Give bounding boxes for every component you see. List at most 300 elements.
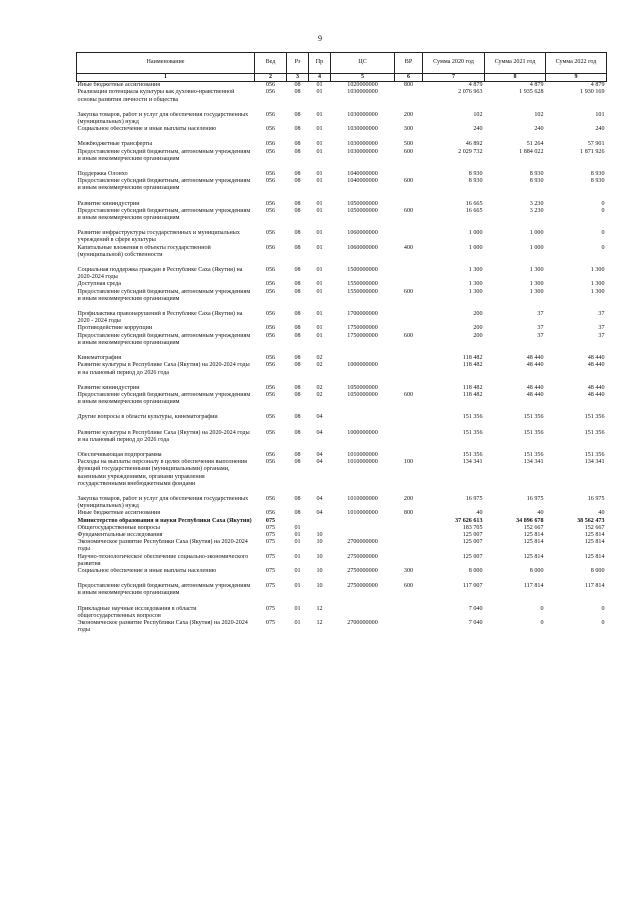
row-pr: 01 — [316, 311, 323, 318]
row-sum-2020: 2 076 963 — [458, 89, 483, 96]
table-row — [77, 230, 607, 244]
row-cs: 1010000000 — [347, 451, 378, 458]
row-name: Общегосударственные вопросы — [77, 524, 161, 531]
page-number: 9 — [318, 34, 322, 43]
row-sum-2022: 1 930 169 — [580, 89, 605, 96]
row-sum-2020: 8 000 — [468, 567, 483, 574]
row-ved: 075 — [265, 583, 276, 590]
table-row — [77, 325, 607, 332]
row-sum-2022: 125 814 — [584, 539, 605, 546]
row-name: Развитие культуры в Республике Саха (Якутия) на 2020-2024 годы и на плановый период до 2026 года — [77, 429, 250, 443]
row-cs: 1040000000 — [347, 178, 378, 185]
row-sum-2021: 48 440 — [526, 355, 544, 362]
table-row — [77, 554, 607, 568]
row-sum-2020: 1 300 — [468, 281, 483, 288]
row-ved: 056 — [265, 332, 276, 339]
spacer-cell — [77, 377, 607, 385]
row-cs: 1030000000 — [347, 148, 378, 155]
spacer-cell — [77, 488, 607, 496]
row-cs: 2750000000 — [347, 553, 378, 560]
row-rz: 08 — [294, 459, 301, 466]
row-sum-2021: 0 — [540, 605, 544, 612]
row-sum-2022: 37 — [598, 311, 605, 318]
row-sum-2022: 117 814 — [584, 583, 605, 590]
row-name: Иные бюджетные ассигнования — [77, 82, 161, 89]
table-row — [77, 385, 607, 392]
table-row — [77, 362, 607, 376]
row-cs: 1050000000 — [347, 207, 378, 214]
row-sum-2022: 151 356 — [584, 429, 605, 436]
row-sum-2020: 2 029 732 — [458, 148, 483, 155]
row-sum-2022: 37 — [598, 332, 605, 339]
row-pr: 01 — [316, 230, 323, 237]
row-pr: 01 — [316, 332, 323, 339]
row-rz: 08 — [294, 311, 301, 318]
row-sum-2020: 7 040 — [468, 605, 483, 612]
table-row — [77, 208, 607, 222]
row-rz: 08 — [294, 207, 301, 214]
spacer-cell — [77, 406, 607, 414]
table-row — [77, 311, 607, 325]
row-ved: 075 — [265, 517, 276, 524]
row-sum-2021: 51 264 — [526, 141, 544, 148]
row-name: Социальное обеспечение и иные выплаты населению — [77, 567, 217, 574]
row-ved: 075 — [265, 605, 276, 612]
row-name: Реализация потенциала культуры как духовно-нравственной основы развития личности и общества — [77, 89, 235, 103]
row-rz: 01 — [294, 531, 301, 538]
row-ved: 056 — [265, 281, 276, 288]
row-cs: 1060000000 — [347, 244, 378, 251]
row-vr: 500 — [403, 141, 414, 148]
row-ved: 075 — [265, 553, 276, 560]
row-spacer — [77, 488, 607, 496]
row-ved: 056 — [265, 459, 276, 466]
row-ved: 056 — [265, 355, 276, 362]
row-cs: 1020000000 — [347, 82, 378, 89]
row-ved: 056 — [265, 288, 276, 295]
row-ved: 056 — [265, 495, 276, 502]
row-vr — [395, 525, 423, 532]
row-ved: 056 — [265, 111, 276, 118]
table-row — [77, 518, 607, 525]
row-spacer — [77, 259, 607, 267]
row-sum-2021: 0 — [540, 619, 544, 626]
row-rz: 08 — [294, 141, 301, 148]
row-cs — [331, 355, 395, 362]
row-name: Поддержка Олонхо — [77, 171, 128, 178]
row-sum-2021: 102 — [534, 111, 544, 118]
row-sum-2021: 4 879 — [529, 82, 544, 89]
spacer-cell — [77, 598, 607, 606]
row-cs: 1550000000 — [347, 281, 378, 288]
row-pr: 02 — [316, 355, 323, 362]
row-pr: 01 — [316, 244, 323, 251]
row-ved: 075 — [265, 539, 276, 546]
row-ved: 075 — [265, 567, 276, 574]
row-name: Капитальные вложения в объекты государственной (муниципальной) собственности — [77, 244, 211, 258]
spacer-cell — [77, 444, 607, 452]
row-cs: 2700000000 — [347, 539, 378, 546]
row-cs: 1030000000 — [347, 89, 378, 96]
row-rz: 01 — [294, 567, 301, 574]
row-cs: 1010000000 — [347, 459, 378, 466]
row-vr: 600 — [403, 288, 414, 295]
row-sum-2022: 1 300 — [590, 288, 605, 295]
row-pr: 10 — [316, 531, 323, 538]
row-sum-2021: 8 000 — [529, 567, 544, 574]
row-sum-2020: 118 482 — [462, 355, 483, 362]
row-rz: 08 — [294, 89, 301, 96]
row-sum-2020: 16 665 — [465, 207, 483, 214]
row-vr: 300 — [403, 126, 414, 133]
row-pr: 02 — [316, 362, 323, 369]
spacer-cell — [77, 575, 607, 583]
row-sum-2022: 4 879 — [590, 82, 605, 89]
row-sum-2021: 48 440 — [526, 384, 544, 391]
table-row — [77, 141, 607, 148]
row-sum-2020: 200 — [473, 332, 483, 339]
row-spacer — [77, 163, 607, 171]
row-sum-2020: 125 007 — [462, 531, 483, 538]
row-pr: 01 — [316, 267, 323, 274]
row-rz — [287, 518, 309, 525]
row-sum-2020: 1 000 — [468, 244, 483, 251]
row-pr — [309, 518, 331, 525]
row-cs: 2700000000 — [347, 619, 378, 626]
row-vr: 600 — [403, 178, 414, 185]
row-ved: 056 — [265, 384, 276, 391]
row-pr: 04 — [316, 429, 323, 436]
row-pr: 04 — [316, 510, 323, 517]
row-rz: 08 — [294, 391, 301, 398]
row-sum-2022: 152 667 — [584, 524, 605, 531]
row-cs: 1030000000 — [347, 111, 378, 118]
row-sum-2022: 48 440 — [587, 384, 605, 391]
row-name: Межбюджетные трансферты — [77, 141, 153, 148]
row-cs: 1050000000 — [347, 384, 378, 391]
table-row — [77, 392, 607, 406]
row-name: Закупка товаров, работ и услуг для обеспечения государственных (муниципальных) нужд — [77, 111, 249, 126]
row-rz: 01 — [294, 619, 301, 626]
row-sum-2022: 16 975 — [587, 495, 605, 502]
row-sum-2020: 16 975 — [465, 495, 483, 502]
row-cs — [331, 518, 395, 525]
row-sum-2020: 134 341 — [462, 459, 483, 466]
table-row — [77, 281, 607, 288]
row-name: Предоставление субсидий бюджетным, автономным учреждениям и иным некоммерческим организациям — [77, 583, 251, 597]
row-rz: 08 — [294, 230, 301, 237]
col-number: 4 — [309, 74, 331, 82]
table-row — [77, 178, 607, 192]
spacer-cell — [77, 133, 607, 141]
row-pr: 01 — [316, 141, 323, 148]
row-sum-2022: 1 871 926 — [580, 148, 605, 155]
row-ved: 075 — [265, 531, 276, 538]
row-sum-2020: 1 300 — [468, 267, 483, 274]
row-sum-2022: 38 562 473 — [577, 517, 605, 524]
row-sum-2021: 1 300 — [529, 281, 544, 288]
row-rz: 08 — [294, 355, 301, 362]
row-rz: 08 — [294, 429, 301, 436]
row-pr: 12 — [316, 619, 323, 626]
row-vr — [395, 532, 423, 539]
row-ved: 056 — [265, 267, 276, 274]
row-vr — [395, 452, 423, 459]
col-number: 2 — [255, 74, 287, 82]
spacer-cell — [77, 163, 607, 171]
row-sum-2022: 57 901 — [587, 141, 605, 148]
row-vr: 200 — [403, 111, 414, 118]
col-number: 3 — [287, 74, 309, 82]
row-cs: 1040000000 — [347, 171, 378, 178]
row-pr: 01 — [316, 325, 323, 332]
row-sum-2020: 1 300 — [468, 288, 483, 295]
col-header-name: Наименование — [77, 53, 255, 74]
row-rz: 08 — [294, 288, 301, 295]
row-cs: 1750000000 — [347, 332, 378, 339]
row-cs: 1000000000 — [347, 362, 378, 369]
row-cs — [331, 606, 395, 620]
row-pr: 01 — [316, 178, 323, 185]
row-vr: 600 — [403, 391, 414, 398]
row-vr — [395, 414, 423, 421]
table-row — [77, 525, 607, 532]
col-number: 5 — [331, 74, 395, 82]
row-pr: 01 — [316, 82, 323, 89]
row-name: Развитие кининдустрии — [77, 384, 140, 391]
row-pr: 04 — [316, 414, 323, 421]
row-name: Профилактика правонарушений в Республике Саха (Якутия) на 2020 - 2024 годы — [77, 311, 243, 325]
row-sum-2022: 0 — [601, 244, 605, 251]
row-vr — [395, 518, 423, 525]
row-ved: 056 — [265, 391, 276, 398]
col-header-sum2022: Сумма 2022 год — [546, 53, 607, 74]
table-row — [77, 149, 607, 163]
row-vr: 600 — [403, 583, 414, 590]
table-body — [77, 82, 607, 635]
row-ved: 056 — [265, 451, 276, 458]
row-ved: 056 — [265, 244, 276, 251]
row-sum-2021: 151 356 — [523, 414, 544, 421]
row-spacer — [77, 598, 607, 606]
table-row — [77, 496, 607, 510]
row-name: Расходы на выплаты персоналу в целях обеспечения выполнения функций государственными (муниципальными) органами, казенными учреждениями, органами управления государственными внебюджетными фондами — [77, 459, 247, 487]
row-name: Предоставление субсидий бюджетным, автономным учреждениям и иным некоммерческим организациям — [77, 332, 251, 346]
row-sum-2020: 151 356 — [462, 414, 483, 421]
row-pr: 10 — [316, 583, 323, 590]
row-rz: 08 — [294, 178, 301, 185]
row-name: Другие вопросы в области культуры, кинематографии — [77, 414, 218, 421]
row-spacer — [77, 303, 607, 311]
row-sum-2022: 1 300 — [590, 281, 605, 288]
row-sum-2020: 16 665 — [465, 200, 483, 207]
row-sum-2022: 240 — [595, 126, 605, 133]
row-ved: 056 — [265, 311, 276, 318]
row-vr: 200 — [403, 495, 414, 502]
row-pr: 10 — [316, 539, 323, 546]
row-name: Экономическое развитие Республики Саха (Якутия) на 2020-2024 годы — [77, 539, 248, 553]
row-vr — [395, 362, 423, 376]
row-rz: 08 — [294, 200, 301, 207]
table-row — [77, 267, 607, 281]
table-row — [77, 459, 607, 488]
row-pr: 02 — [316, 384, 323, 391]
row-cs: 2750000000 — [347, 567, 378, 574]
budget-table — [76, 52, 607, 634]
table-row — [77, 355, 607, 362]
row-name: Экономическое развитие Республики Саха (Якутия) на 2020-2024 годы — [77, 619, 248, 634]
row-name: Обеспечивающая подпрограмма — [77, 451, 162, 458]
row-rz: 08 — [294, 325, 301, 332]
row-rz: 08 — [294, 414, 301, 421]
row-sum-2022: 40 — [598, 510, 605, 517]
row-rz: 08 — [294, 148, 301, 155]
row-name: Закупка товаров, работ и услуг для обеспечения государственных (муниципальных) нужд — [77, 495, 249, 510]
table-row — [77, 112, 607, 126]
row-cs — [331, 414, 395, 421]
row-spacer — [77, 347, 607, 355]
row-sum-2022: 8 930 — [590, 171, 605, 178]
row-ved: 056 — [265, 82, 276, 89]
row-vr — [395, 171, 423, 178]
row-ved: 056 — [265, 200, 276, 207]
col-number: 9 — [546, 74, 607, 82]
row-spacer — [77, 193, 607, 201]
row-sum-2021: 3 230 — [529, 200, 544, 207]
table-row — [77, 606, 607, 620]
row-vr: 600 — [403, 332, 414, 339]
row-sum-2020: 1 000 — [468, 230, 483, 237]
row-sum-2022: 125 814 — [584, 531, 605, 538]
row-ved: 056 — [265, 207, 276, 214]
table-row — [77, 539, 607, 553]
row-sum-2021: 37 — [537, 325, 544, 332]
row-sum-2021: 125 814 — [523, 531, 544, 538]
row-cs: 1060000000 — [347, 230, 378, 237]
col-number: 1 — [77, 74, 255, 82]
row-rz: 01 — [294, 605, 301, 612]
row-name: Развитие инфраструктуры государственных и муниципальных учреждений в сфере культуры — [77, 230, 240, 244]
row-name: Предоставление субсидий бюджетным, автономным учреждениям и иным некоммерческим организациям — [77, 391, 251, 406]
row-sum-2022: 134 341 — [584, 459, 605, 466]
row-sum-2022: 0 — [601, 207, 605, 214]
row-vr — [395, 606, 423, 620]
row-sum-2021: 240 — [534, 126, 544, 133]
row-rz: 08 — [294, 384, 301, 391]
row-cs — [331, 532, 395, 539]
row-vr — [395, 230, 423, 244]
row-pr: 01 — [316, 111, 323, 118]
row-rz: 08 — [294, 495, 301, 502]
table-row — [77, 620, 607, 634]
row-sum-2020: 118 482 — [462, 384, 483, 391]
row-vr — [395, 385, 423, 392]
table-row — [77, 82, 607, 90]
row-vr — [395, 539, 423, 553]
col-header-pr: Пр — [309, 53, 331, 74]
row-sum-2021: 151 356 — [523, 429, 544, 436]
row-sum-2021: 37 — [537, 311, 544, 318]
row-sum-2021: 37 — [537, 332, 544, 339]
row-ved: 056 — [265, 510, 276, 517]
row-rz: 08 — [294, 281, 301, 288]
row-ved: 056 — [265, 362, 276, 369]
row-name: Иные бюджетные ассигнования — [77, 510, 161, 517]
row-sum-2020: 8 930 — [468, 171, 483, 178]
row-pr: 01 — [316, 89, 323, 96]
row-sum-2022: 0 — [601, 230, 605, 237]
row-vr — [395, 89, 423, 103]
row-sum-2021: 1 935 628 — [519, 89, 544, 96]
row-sum-2022: 0 — [601, 619, 605, 626]
table-row — [77, 126, 607, 133]
row-pr: 12 — [316, 605, 323, 612]
row-sum-2020: 117 007 — [462, 583, 483, 590]
row-pr: 01 — [316, 148, 323, 155]
row-name: Кинематография — [77, 355, 122, 362]
row-cs: 2750000000 — [347, 583, 378, 590]
row-sum-2020: 125 007 — [462, 539, 483, 546]
row-name: Доступная среда — [77, 281, 121, 288]
table-row — [77, 510, 607, 517]
row-cs: 1050000000 — [347, 391, 378, 398]
table-row — [77, 430, 607, 444]
table-row — [77, 568, 607, 575]
row-sum-2021: 151 356 — [523, 451, 544, 458]
row-cs: 1010000000 — [347, 495, 378, 502]
row-rz: 08 — [294, 244, 301, 251]
row-rz: 01 — [294, 553, 301, 560]
row-sum-2021: 125 814 — [523, 553, 544, 560]
row-sum-2022: 8 930 — [590, 178, 605, 185]
row-sum-2020: 7 040 — [468, 619, 483, 626]
row-name: Социальное обеспечение и иные выплаты населению — [77, 126, 217, 133]
row-vr: 400 — [403, 244, 414, 251]
row-sum-2020: 151 356 — [462, 451, 483, 458]
row-spacer — [77, 104, 607, 112]
table-row — [77, 201, 607, 208]
row-sum-2022: 125 814 — [584, 553, 605, 560]
row-sum-2021: 1 300 — [529, 267, 544, 274]
row-sum-2021: 117 814 — [523, 583, 544, 590]
row-pr: 02 — [316, 391, 323, 398]
col-header-rz: Рз — [287, 53, 309, 74]
row-sum-2020: 200 — [473, 311, 483, 318]
row-rz: 08 — [294, 510, 301, 517]
row-sum-2021: 40 — [537, 510, 544, 517]
row-spacer — [77, 575, 607, 583]
row-ved: 056 — [265, 325, 276, 332]
row-sum-2020: 240 — [473, 126, 483, 133]
row-pr: 04 — [316, 451, 323, 458]
row-spacer — [77, 422, 607, 430]
row-vr — [395, 325, 423, 332]
table-header-row — [77, 53, 607, 74]
row-sum-2021: 125 814 — [523, 539, 544, 546]
row-pr: 01 — [316, 200, 323, 207]
row-sum-2021: 152 667 — [523, 524, 544, 531]
row-sum-2021: 48 440 — [526, 362, 544, 369]
row-rz: 08 — [294, 332, 301, 339]
spacer-cell — [77, 347, 607, 355]
row-sum-2020: 118 482 — [462, 391, 483, 398]
col-header-cs: ЦС — [331, 53, 395, 74]
row-sum-2021: 1 300 — [529, 288, 544, 295]
row-rz: 01 — [294, 583, 301, 590]
row-vr — [395, 355, 423, 362]
row-spacer — [77, 444, 607, 452]
row-ved: 056 — [265, 171, 276, 178]
